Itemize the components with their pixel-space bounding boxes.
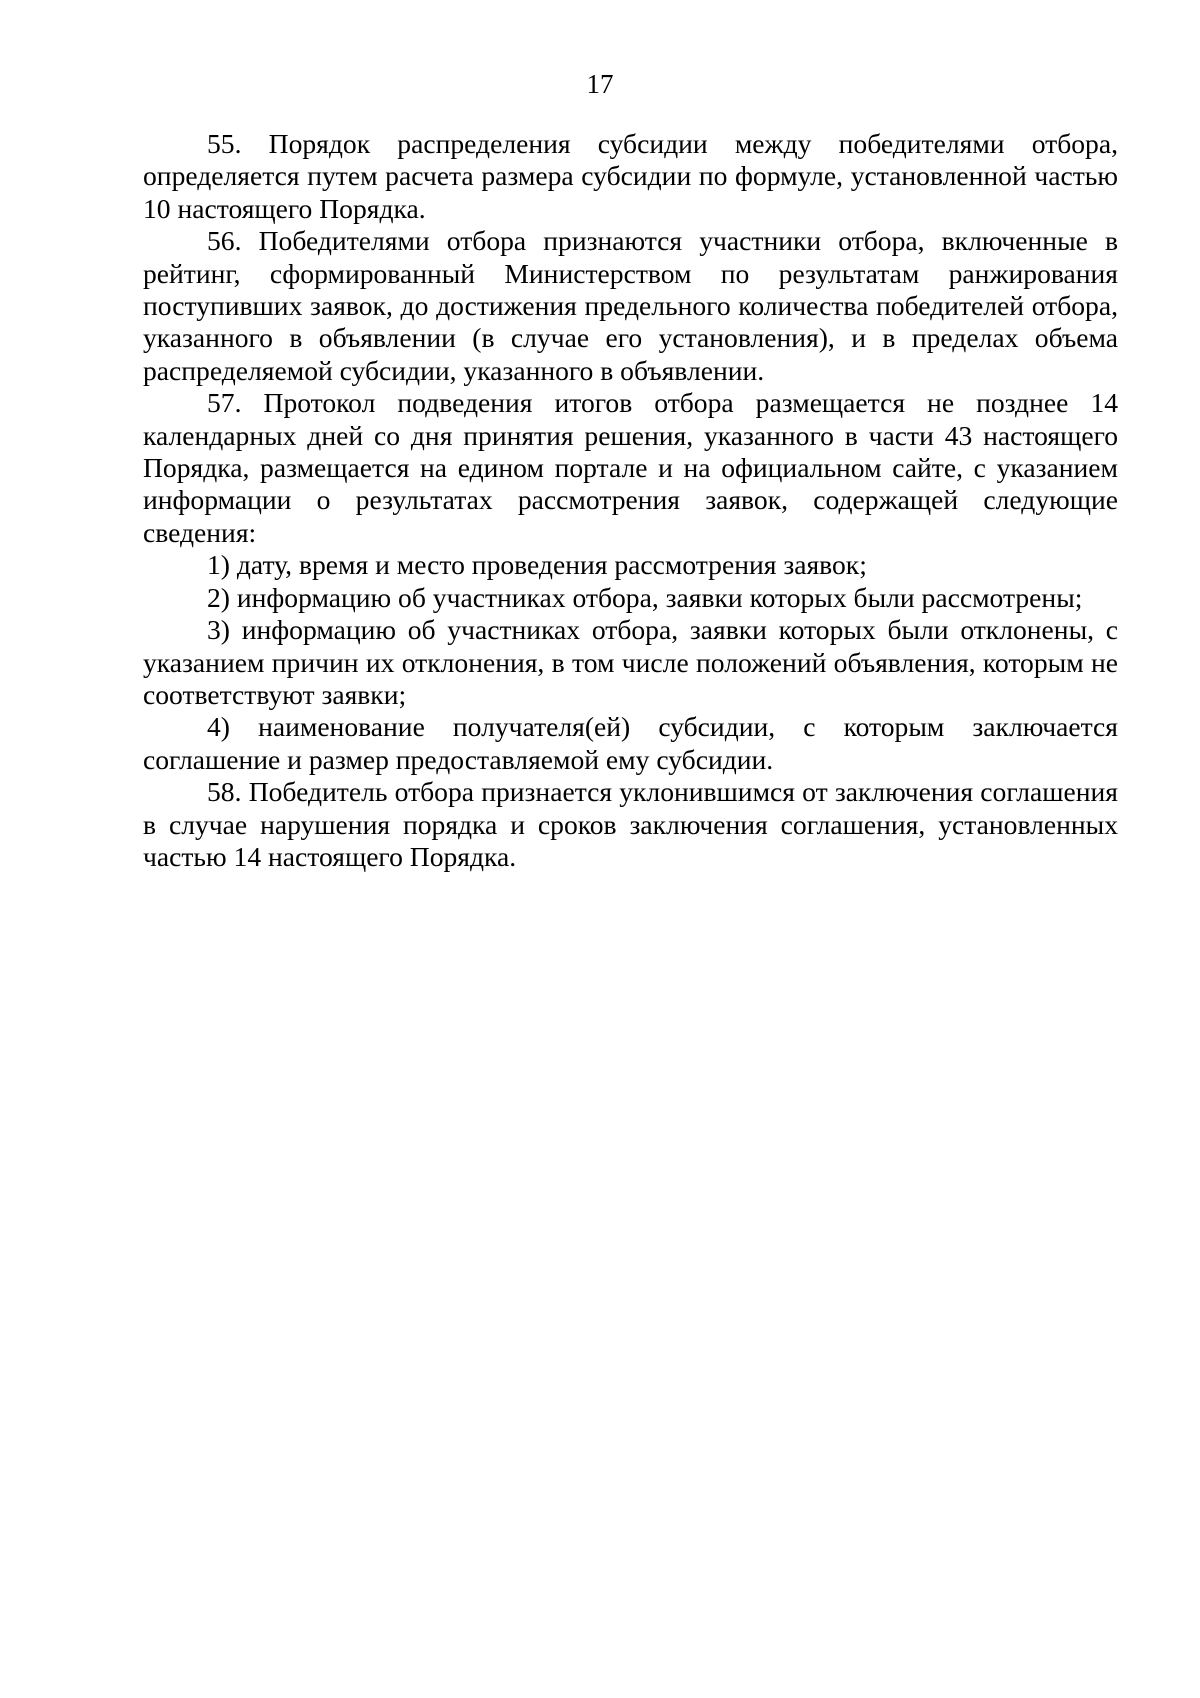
page-number: 17	[586, 69, 614, 99]
list-item-3: 3) информацию об участниках отбора, заявки которых были отклонены, с указанием причин их отклонения, в том числе положений объявления, которым не соответствуют заявки;	[143, 614, 1118, 710]
paragraph-55: 55. Порядок распределения субсидии между победителями отбора, определяется путем расчета размера субсидии по формуле, установленной частью 10 настоящего Порядка.	[143, 128, 1118, 224]
paragraph-57: 57. Протокол подведения итогов отбора размещается не позднее 14 календарных дней со дня принятия решения, указанного в части 43 настоящего Порядка, размещается на едином портале и на официальном сайте, с указанием информации о результатах рассмотрения заявок, содержащей следующие сведения:	[143, 387, 1118, 548]
paragraph-58: 58. Победитель отбора признается уклонившимся от заключения соглашения в случае нарушения порядка и сроков заключения соглашения, установленных частью 14 настоящего Порядка.	[143, 776, 1118, 872]
list-item-2: 2) информацию об участниках отбора, заявки которых были рассмотрены;	[207, 581, 1083, 613]
document-body	[143, 128, 1118, 873]
list-item-1: 1) дату, время и место проведения рассмотрения заявок;	[207, 549, 867, 581]
paragraph-56: 56. Победителями отбора признаются участники отбора, включенные в рейтинг, сформированный Министерством по результатам ранжирования поступивших заявок, до достижения предельного количества победителей отбора, указанного в объявлении (в случае его установления), и в пределах объема распределяемой субсидии, указанного в объявлении.	[143, 225, 1118, 386]
list-item-4: 4) наименование получателя(ей) субсидии, с которым заключается соглашение и размер предоставляемой ему субсидии.	[143, 711, 1118, 775]
